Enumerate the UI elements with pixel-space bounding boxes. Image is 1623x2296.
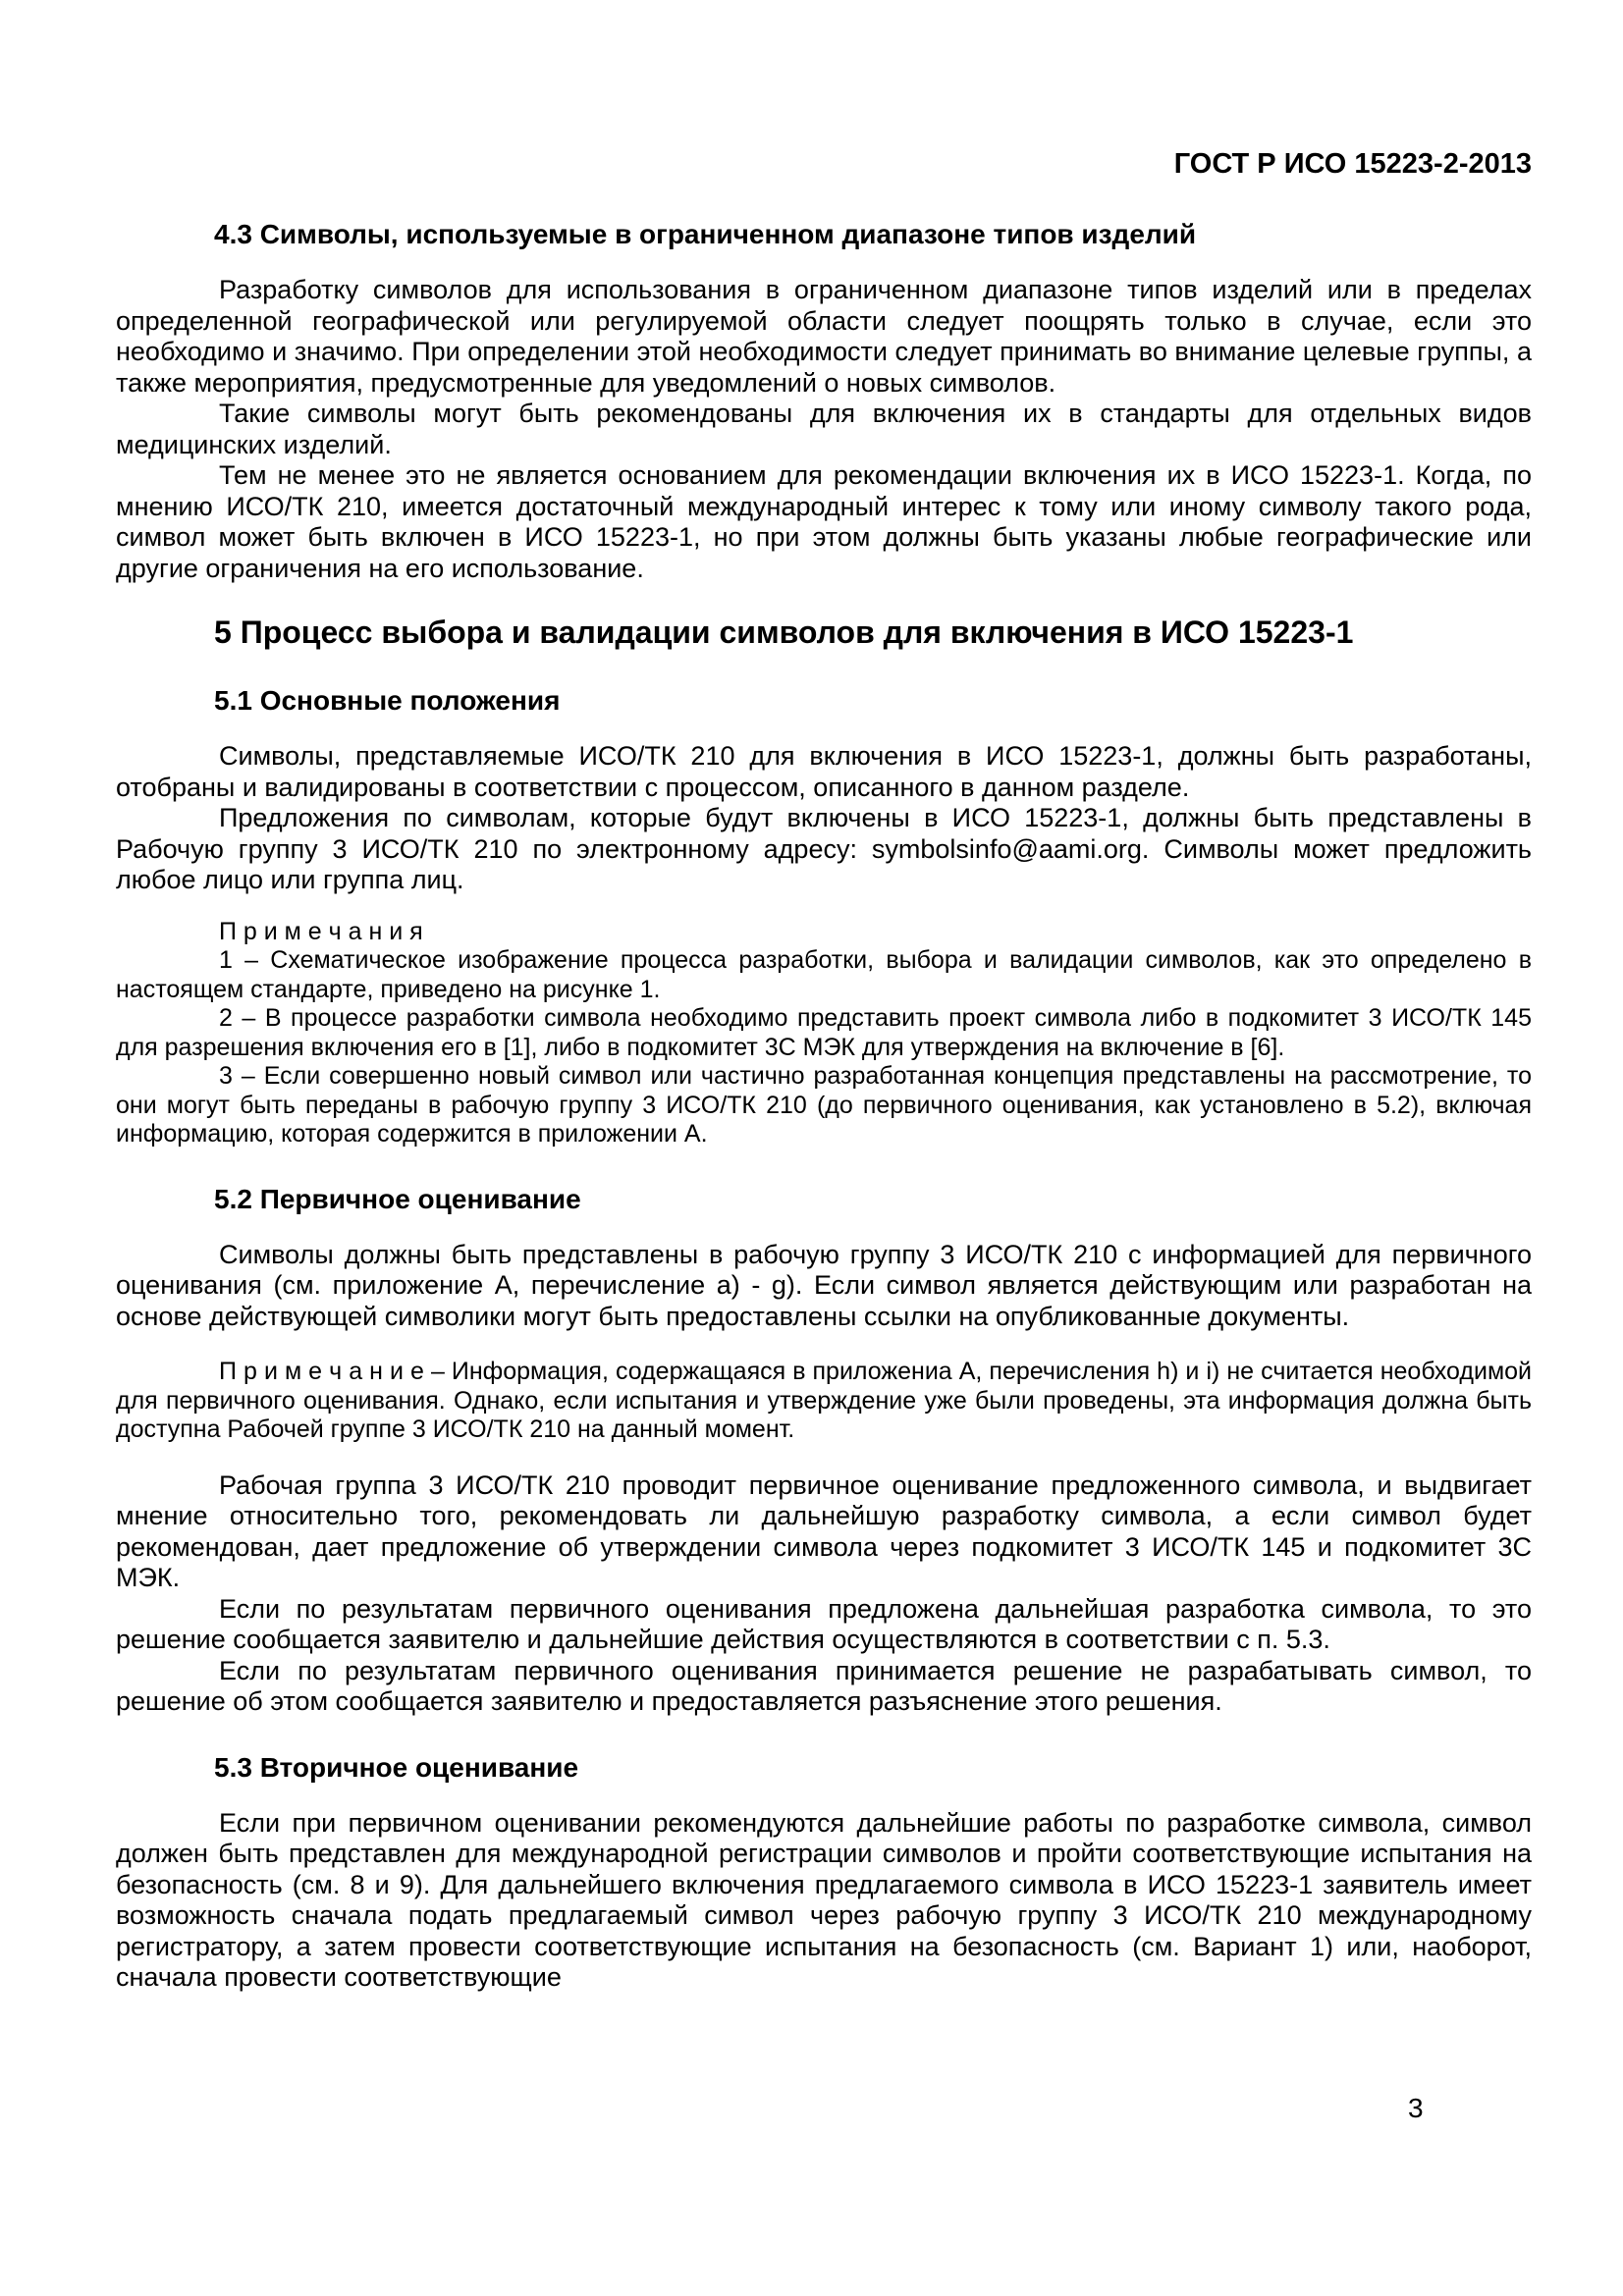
note-text: – Информация, содержащаяся в приложениа А, перечисления h) и i) не считается необходимой для первичного оценивания. Однако, если испытания и утверждение уже были проведены, эта информация должна быть доступна Рабочей группе 3 ИСО/ТК 210 на данный момент. — [116, 1358, 1532, 1443]
paragraph-5-2-2: Рабочая группа 3 ИСО/ТК 210 проводит первичное оценивание предложенного символа, и выдвигает мнение относительно того, рекомендовать ли дальнейшую разработку символа, а если символ будет рекомендован, дает предложение об утверждении символа через подкомитет 3 ИСО/ТК 145 и подкомитет 3С МЭК. — [116, 1469, 1532, 1592]
paragraph-5-2-3: Если по результатам первичного оценивания предложена дальнейшая разработка символа, то это решение сообщается заявителю и дальнейшие действия осуществляются в соответствии с п. 5.3. — [116, 1593, 1532, 1654]
section-4-3-heading: 4.3 Символы, используемые в ограниченном диапазоне типов изделий — [214, 219, 1197, 249]
paragraph-5-2-4: Если по результатам первичного оценивания принимается решение не разрабатывать символ, то решение об этом сообщается заявителю и предоставляется разъяснение этого решения. — [116, 1655, 1532, 1716]
note-label: П р и м е ч а н и е — [219, 1358, 424, 1385]
section-5-2-heading: 5.2 Первичное оценивание — [214, 1183, 581, 1214]
paragraph-5-2-1: Символы должны быть представлены в рабочую группу 3 ИСО/ТК 210 с информацией для первичного оценивания (см. приложение А, перечисление a) - g). Если символ является действующим или разработан на основе действующей символики могут быть предоставлены ссылки на опубликованные документы. — [116, 1239, 1532, 1331]
paragraph-5-3-1: Если при первичном оценивании рекомендуются дальнейшие работы по разработке символа, символ должен быть представлен для международной регистрации символов и пройти соответствующие испытания на безопасность (см. 8 и 9). Для дальнейшего включения предлагаемого символа в ИСО 15223-1 заявитель имеет возможность сначала подать предлагаемый символ через рабочую группу 3 ИСО/ТК 210 международному регистратору, а затем провести соответствующие испытания на безопасность (см. Вариант 1) или, наоборот, сначала провести соответствующие — [116, 1807, 1532, 1992]
notes-block-5-1 — [116, 918, 1532, 1149]
paragraph-5-1-2: Предложения по символам, которые будут включены в ИСО 15223-1, должны быть представлены в Рабочую группу 3 ИСО/ТК 210 по электронному адресу: symbolsinfo@aami.org. Символы может предложить любое лицо или группа лиц. — [116, 803, 1532, 894]
note-5-2 — [116, 1358, 1532, 1445]
page-number: 3 — [1408, 2093, 1424, 2123]
note-2: 2 – В процессе разработки символа необходимо представить проект символа либо в подкомитет 3 ИСО/ТК 145 для разрешения включения его в [1], либо в подкомитет 3С МЭК для утверждения на включение в [6]. — [116, 1004, 1532, 1061]
section-5-3-heading: 5.3 Вторичное оценивание — [214, 1751, 579, 1783]
document-code-header: ГОСТ Р ИСО 15223-2-2013 — [1173, 148, 1532, 180]
section-5-1-heading: 5.1 Основные положения — [214, 685, 561, 716]
notes-label: П р и м е ч а н и я — [219, 917, 423, 945]
note-3: 3 – Если совершенно новый символ или частично разработанная концепция представлены на рассмотрение, то они могут быть переданы в рабочую группу 3 ИСО/ТК 210 (до первичного оценивания, как установлено в 5.2), включая информацию, которая содержится в приложении А. — [116, 1062, 1532, 1148]
paragraph-4-3-3: Тем не менее это не является основанием для рекомендации включения их в ИСО 15223-1. Когда, по мнению ИСО/ТК 210, имеется достаточный международный интерес к тому или иному символу такого рода, символ может быть включен в ИСО 15223-1, но при этом должны быть указаны любые географические или другие ограничения на его использование. — [116, 460, 1532, 583]
paragraph-4-3-1: Разработку символов для использования в ограниченном диапазоне типов изделий или в пределах определенной географической или регулируемой области следует поощрять только в случае, если это необходимо и значимо. При определении этой необходимости следует принимать во внимание целевые группы, а также мероприятия, предусмотренные для уведомлений о новых символов. — [116, 275, 1532, 398]
paragraph-4-3-2: Такие символы могут быть рекомендованы для включения их в стандарты для отдельных видов медицинских изделий. — [116, 399, 1532, 459]
paragraph-5-1-1: Символы, представляемые ИСО/ТК 210 для включения в ИСО 15223-1, должны быть разработаны, отобраны и валидированы в соответствии с процессом, описанного в данном разделе. — [116, 741, 1532, 802]
section-5-heading: 5 Процесс выбора и валидации символов для включения в ИСО 15223-1 — [214, 614, 1354, 650]
note-1: 1 – Схематическое изображение процесса разработки, выбора и валидации символов, как это определено в настоящем стандарте, приведено на рисунке 1. — [116, 946, 1532, 1003]
